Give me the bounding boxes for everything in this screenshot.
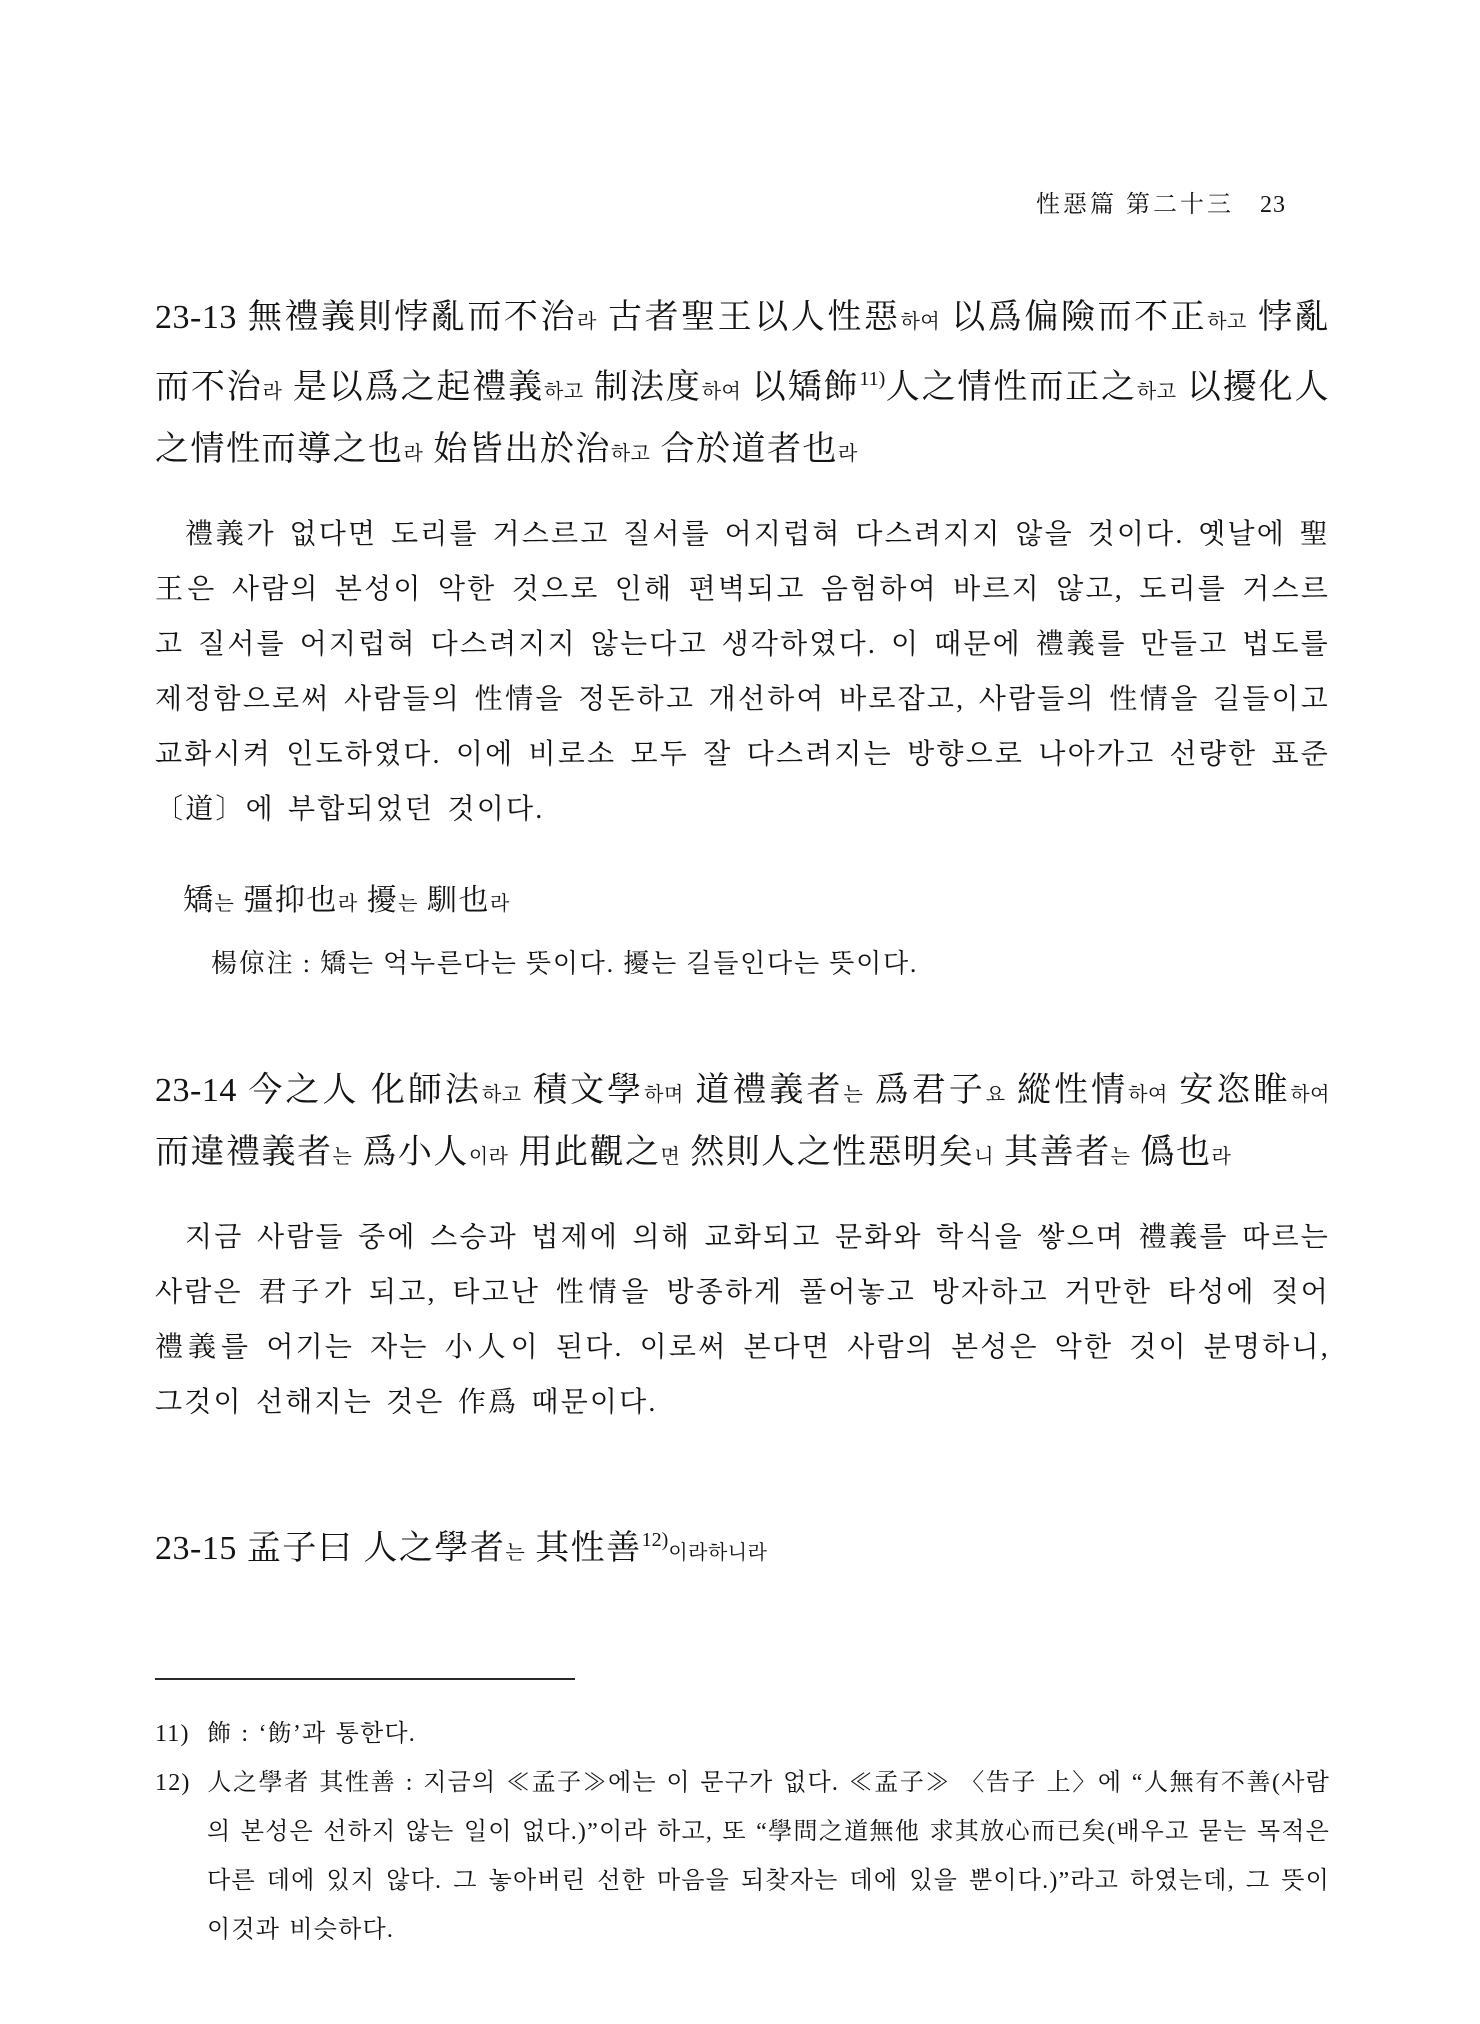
hanja-text: 以爲偏險而不正 [940,299,1208,336]
translation-23-14: 지금 사람들 중에 스승과 법제에 의해 교화되고 문화와 학식을 쌓으며 禮義를 따르는 사람은 君子가 되고, 타고난 性情을 방종하게 풀어놓고 방자하고 거만한 타성에 젖어 禮義를 어기는 자는 小人이 된다. 이로써 본다면 사람의 본성은 악한 것이 분명하니, 그것이 선해지는 것은 作爲 때문이다. [155,1222,1330,1418]
footnote-12-label: 12) [155,1770,191,1796]
hangul-particle: 하여 [701,381,742,403]
footnote-11-label: 11) [155,1721,190,1747]
hanja-text: 是以爲之起禮義 [282,369,545,406]
page-header [155,184,1330,219]
section-number: 23-13 [155,299,237,336]
hangul-particle: 는 [505,1542,526,1564]
hanja-text: 積文學 [521,1072,645,1109]
hangul-particle: 하고 [1207,311,1247,333]
section-23-14 [155,1062,1330,1430]
page-number: 23 [1260,192,1286,218]
original-text-23-15 [155,1512,1330,1582]
hangul-particle: 라 [337,893,358,915]
hangul-particle: 하고 [610,443,651,465]
commentary-23-13 [155,881,1330,984]
hangul-particle: 라 [489,893,510,915]
hangul-particle: 는 [398,893,418,915]
hanja-text: 其性善 [525,1530,642,1567]
hangul-particle: 라 [262,381,283,403]
footnote-12 [155,1759,1330,1955]
hangul-particle: 는 [1110,1146,1131,1168]
hangul-particle: 이라 [468,1146,509,1168]
hanja-text: 道禮義者 [683,1072,844,1109]
hangul-particle: 라 [577,311,597,333]
footnote-rule [155,1678,575,1680]
footnote-11-text: 飾 : ‘飭’과 통한다. [207,1721,416,1747]
hanja-text: 合於道者也 [650,431,838,468]
hangul-particle: 는 [843,1084,864,1106]
hangul-particle: 하고 [1136,381,1177,403]
translation-23-13: 禮義가 없다면 도리를 거스르고 질서를 어지럽혀 다스려지지 않을 것이다. 옛날에 聖王은 사람의 본성이 악한 것으로 인해 편벽되고 음험하여 바르지 않고, 도리를 거스르고 질서를 어지럽혀 다스려지지 않는다고 생각하였다. 이 때문에 禮義를 만들고 법도를 제정함으로써 사람들의 性情을 정돈하고 개선하여 바로잡고, 사람들의 性情을 길들이고 교화시켜 인도하였다. 이에 비로소 모두 잘 다스려지는 방향으로 나아가고 선량한 표준〔道〕에 부합되었던 것이다. [155,519,1330,825]
hangul-particle: 라 [1211,1146,1232,1168]
hanja-text: 彊抑也 [234,884,338,917]
hangul-particle: 니 [974,1146,995,1168]
original-text-23-13 [155,289,1330,483]
hanja-text: 今之人 化師法 [236,1072,482,1109]
hanja-text: 用此觀之 [508,1134,661,1171]
hangul-particle: 요 [985,1084,1006,1106]
hanja-text: 縱性情 [1005,1072,1129,1109]
original-text-23-14 [155,1062,1330,1186]
hangul-particle: 는 [332,1146,353,1168]
commentary-original [183,881,1330,924]
section-number: 23-14 [155,1072,237,1109]
hanja-text: 擾 [357,884,399,917]
hanja-text: 其善者 [994,1134,1111,1171]
hanja-text: 矯 [183,884,215,917]
hanja-text: 馴也 [417,884,490,917]
hanja-text: 始皆出於治 [423,431,611,468]
hanja-text: 僞也 [1130,1134,1212,1171]
footnote-ref: 12) [641,1529,669,1551]
hangul-particle: 하고 [481,1084,522,1106]
hanja-text: 古者聖王以人性惡 [596,299,901,336]
hanja-text: 無禮義則悖亂而不治 [236,299,578,336]
hangul-particle: 는 [214,893,235,915]
hangul-particle: 라 [403,443,424,465]
hangul-particle: 하며 [644,1084,684,1106]
chapter-title: 性惡篇 第二十三 [1036,192,1234,218]
footnote-12-text: 人之學者 其性善 : 지금의 ≪孟子≫에는 이 문구가 없다. ≪孟子≫ 〈告子 上〉에 “人無有不善(사람의 본성은 선하지 않는 일이 없다.)”이라 하고, 또 “學問之道無他 求其放心而已矣(배우고 묻는 목적은 다른 데에 있지 않다. 그 놓아버린 선한 마음을 되찾자는 데에 있을 뿐이다.)”라고 하였는데, 그 뜻이 이것과 비슷하다. [207,1770,1330,1943]
hanja-text: 安恣睢 [1167,1072,1291,1109]
footnote-11 [155,1710,1330,1759]
section-23-15 [155,1512,1330,1582]
section-23-13 [155,289,1330,984]
hangul-particle: 하여 [1128,1084,1168,1106]
hangul-particle: 이라하니라 [668,1542,768,1564]
hanja-text: 孟子曰 人之學者 [236,1530,506,1567]
hanja-text: 然則人之性惡明矣 [680,1134,975,1171]
hanja-text: 而違禮義者 [155,1134,333,1171]
section-number: 23-15 [155,1530,237,1567]
hanja-text: 人之情性而正之 [885,369,1137,406]
hangul-particle: 하고 [544,381,584,403]
hanja-text: 以矯飾 [741,369,860,406]
hangul-particle: 라 [837,443,858,465]
hanja-text: 爲小人 [352,1134,469,1171]
footnotes-block [155,1678,1330,1955]
hangul-particle: 하여 [900,311,941,333]
hanja-text: 以擾化人之情性而導之也 [155,369,1331,468]
hangul-particle: 면 [660,1146,681,1168]
hanja-text: 悖亂而不治 [155,299,1331,406]
footnote-ref: 11) [859,368,886,390]
hanja-text: 制法度 [583,369,702,406]
hanja-text: 爲君子 [863,1072,986,1109]
commentary-translation: 楊倞注 : 矯는 억누른다는 뜻이다. 擾는 길들인다는 뜻이다. [211,949,919,978]
hangul-particle: 하여 [1290,1084,1330,1106]
